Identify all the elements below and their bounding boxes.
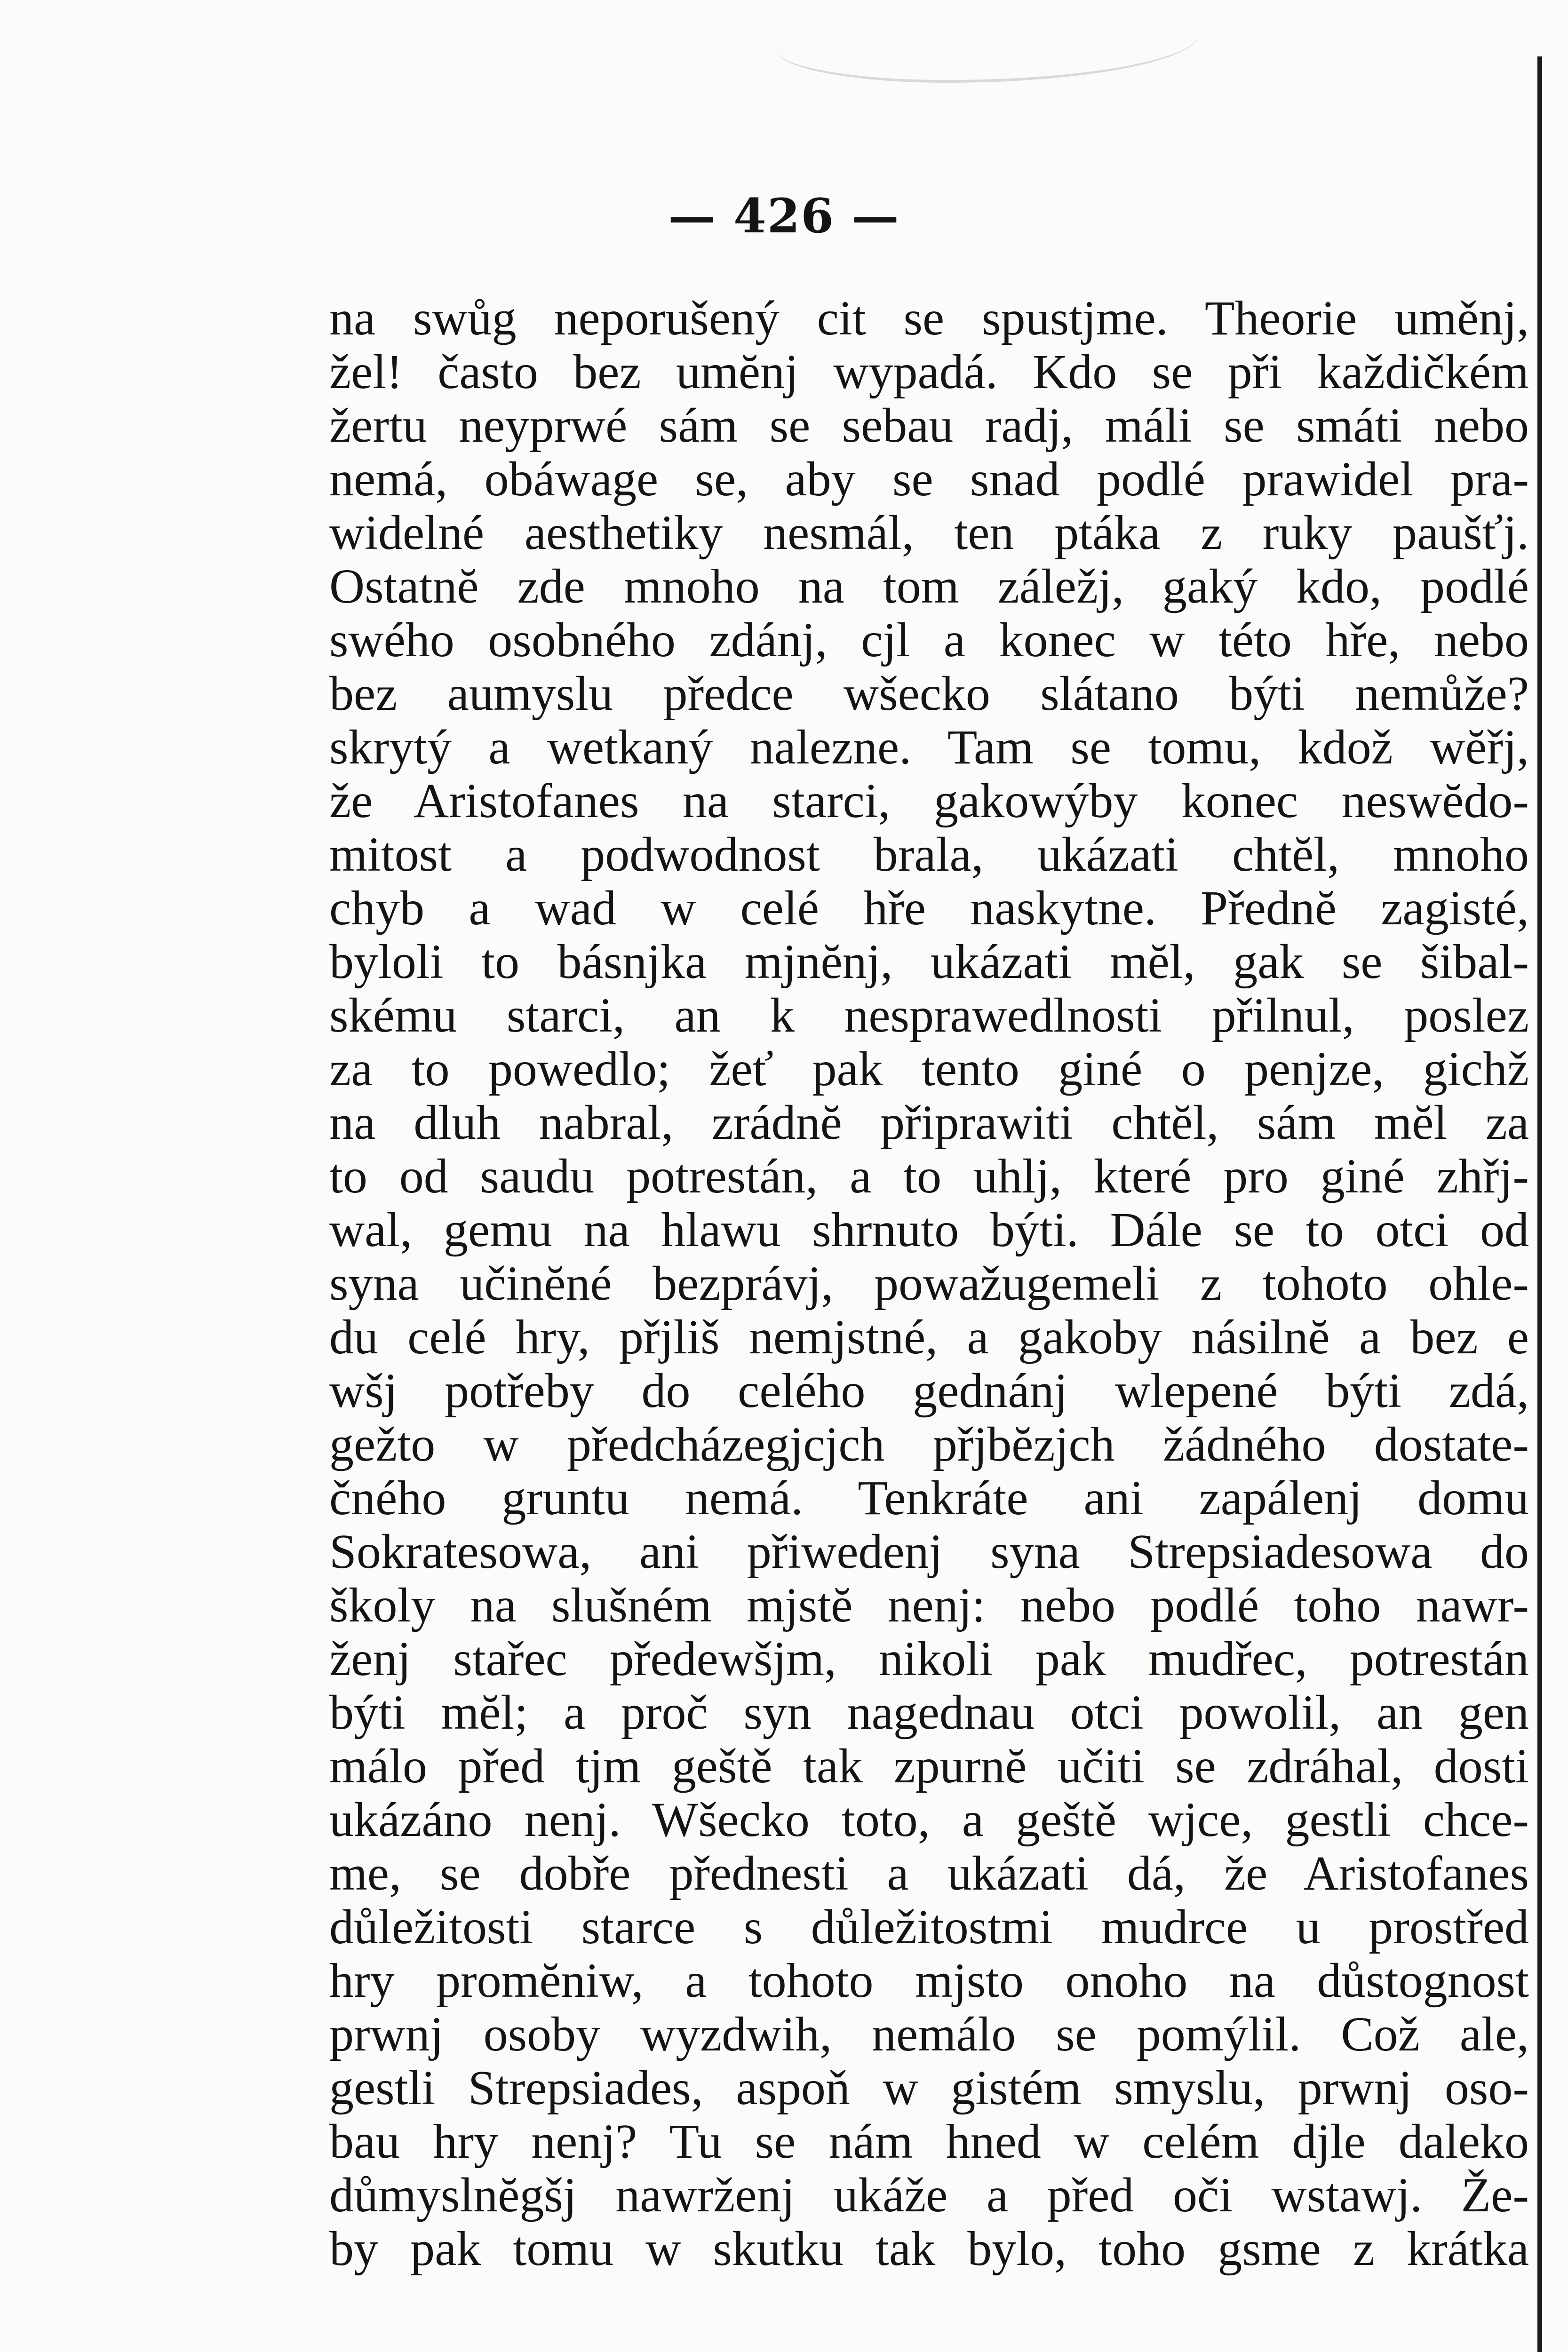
text-line: to od saudu potrestán, a to uhlj, které pro giné zhřj- bbox=[329, 1150, 1529, 1203]
page-stain bbox=[776, 0, 1200, 83]
text-line: skému starci, an k nesprawedlnosti přilnul, poslez bbox=[329, 989, 1529, 1042]
text-line: školy na slušném mjstĕ nenj: nebo podlé toho nawr- bbox=[329, 1579, 1529, 1632]
text-line: málo před tjm geště tak zpurnĕ učiti se zdráhal, dosti bbox=[329, 1740, 1529, 1793]
text-line: žertu neyprwé sám se sebau radj, máli se smáti nebo bbox=[329, 399, 1529, 453]
text-line: Sokratesowa, ani přiwedenj syna Strepsiadesowa do bbox=[329, 1525, 1529, 1579]
text-line: na dluh nabral, zrádnĕ připrawiti chtĕl, sám mĕl za bbox=[329, 1096, 1529, 1150]
text-line: bau hry nenj? Tu se nám hned w celém djle daleko bbox=[329, 2115, 1529, 2169]
text-line: důmyslnĕgšj nawrženj ukáže a před oči wstawj. Že- bbox=[329, 2169, 1529, 2222]
text-line: čného gruntu nemá. Tenkráte ani zapálenj domu bbox=[329, 1471, 1529, 1525]
page-edge-shadow bbox=[1537, 56, 1542, 2352]
text-line: žel! často bez umĕnj wypadá. Kdo se při každičkém bbox=[329, 345, 1529, 399]
text-line: gežto w předcházegjcjch přjbĕzjch žádného dostate- bbox=[329, 1418, 1529, 1471]
text-line: ukázáno nenj. Wšecko toto, a geště wjce, gestli chce- bbox=[329, 1793, 1529, 1847]
text-line: hry promĕniw, a tohoto mjsto onoho na důstognost bbox=[329, 1954, 1529, 2008]
page-number: — 426 — bbox=[668, 188, 900, 244]
text-line: chyb a wad w celé hře naskytne. Přednĕ zagisté, bbox=[329, 882, 1529, 935]
text-line: skrytý a wetkaný nalezne. Tam se tomu, kdož wĕřj, bbox=[329, 721, 1529, 774]
text-line: by pak tomu w skutku tak bylo, toho gsme z krátka bbox=[329, 2222, 1529, 2276]
text-line: na swůg neporušený cit se spustjme. Theorie uměnj, bbox=[329, 292, 1529, 345]
text-line: důležitosti starce s důležitostmi mudrce u prostřed bbox=[329, 1900, 1529, 1954]
text-line: gestli Strepsiades, aspoň w gistém smyslu, prwnj oso- bbox=[329, 2061, 1529, 2115]
text-line: mitost a podwodnost brala, ukázati chtĕl, mnoho bbox=[329, 828, 1529, 882]
text-line: byloli to básnjka mjnĕnj, ukázati mĕl, gak se šibal- bbox=[329, 935, 1529, 989]
text-line: me, se dobře přednesti a ukázati dá, že Aristofanes bbox=[329, 1847, 1529, 1900]
text-line: prwnj osoby wyzdwih, nemálo se pomýlil. Což ale, bbox=[329, 2008, 1529, 2061]
text-line: wal, gemu na hlawu shrnuto býti. Dále se to otci od bbox=[329, 1203, 1529, 1257]
text-line: že Aristofanes na starci, gakowýby konec neswĕdo- bbox=[329, 774, 1529, 828]
text-line: swého osobného zdánj, cjl a konec w této hře, nebo bbox=[329, 613, 1529, 667]
text-line: za to powedlo; žeť pak tento giné o penjze, gichž bbox=[329, 1042, 1529, 1096]
text-line: bez aumyslu předce wšecko slátano býti nemůže? bbox=[329, 667, 1529, 721]
text-line: nemá, obáwage se, aby se snad podlé prawidel pra- bbox=[329, 453, 1529, 506]
text-line: býti mĕl; a proč syn nagednau otci powolil, an gen bbox=[329, 1686, 1529, 1740]
text-line: ženj stařec předewšjm, nikoli pak mudřec, potrestán bbox=[329, 1632, 1529, 1686]
body-text bbox=[329, 292, 1529, 2276]
text-line: du celé hry, přjliš nemjstné, a gakoby násilnĕ a bez e bbox=[329, 1311, 1529, 1364]
text-line: Ostatnĕ zde mnoho na tom záležj, gaký kdo, podlé bbox=[329, 560, 1529, 613]
text-line: wšj potřeby do celého gednánj wlepené býti zdá, bbox=[329, 1364, 1529, 1418]
text-line: syna učinĕné bezprávj, powažugemeli z tohoto ohle- bbox=[329, 1257, 1529, 1311]
text-line: widelné aesthetiky nesmál, ten ptáka z ruky paušťj. bbox=[329, 506, 1529, 560]
